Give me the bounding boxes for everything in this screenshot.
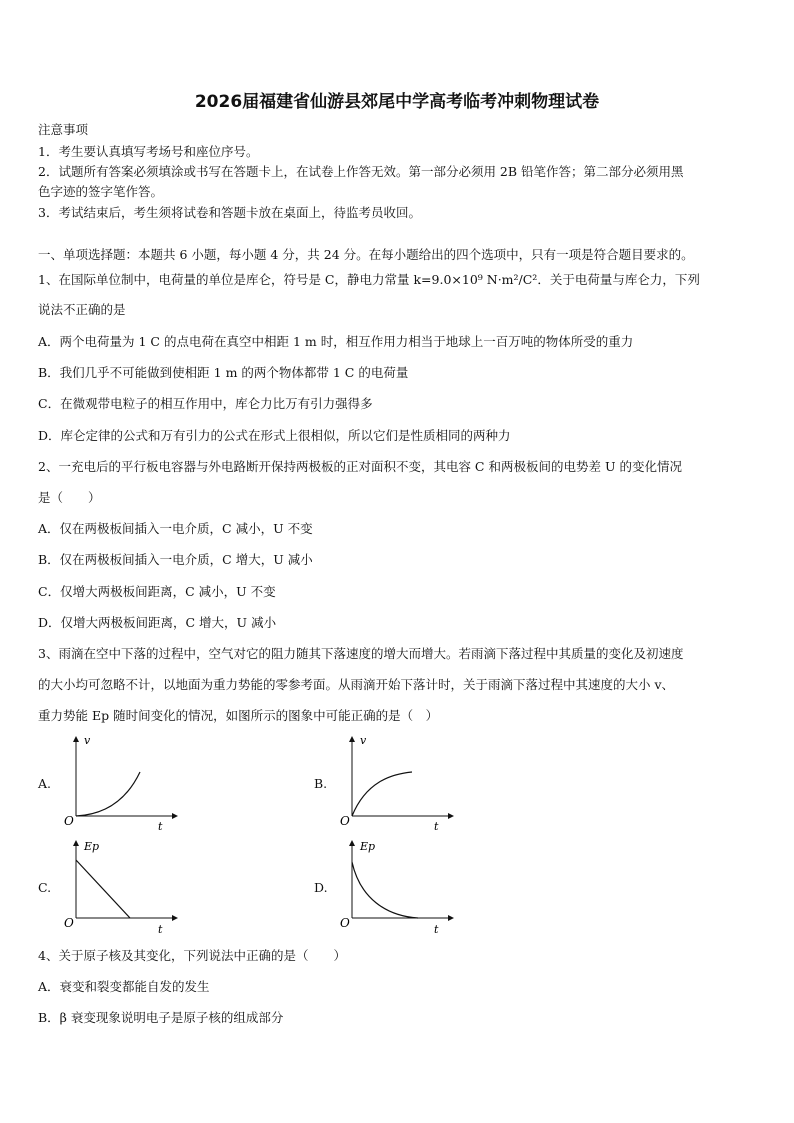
graph-d-xlabel: t bbox=[434, 923, 439, 936]
x-arrow-icon bbox=[448, 813, 454, 819]
graph-b-origin: O bbox=[340, 814, 350, 828]
y-arrow-icon bbox=[349, 736, 355, 742]
graph-c-label: C. bbox=[38, 880, 52, 895]
notice-item-3: 3．考试结束后，考生须将试卷和答题卡放在桌面上，待监考员收回。 bbox=[38, 205, 421, 220]
line-c bbox=[76, 860, 130, 918]
graph-d-ylabel: Ep bbox=[360, 840, 376, 853]
q1-option-a: A．两个电荷量为 1 C 的点电荷在真空中相距 1 m 时，相互作用力相当于地球上一百万吨的物体所受的重力 bbox=[38, 334, 634, 349]
section-heading: 一、单项选择题：本题共 6 小题，每小题 4 分，共 24 分。在每小题给出的四个选项中，只有一项是符合题目要求的。 bbox=[38, 247, 694, 262]
q4-option-a: A．衰变和裂变都能自发的发生 bbox=[38, 979, 210, 994]
graph-a-xlabel: t bbox=[158, 820, 163, 832]
exam-title: 2026届福建省仙游县郊尾中学高考临考冲刺物理试卷 bbox=[194, 92, 600, 112]
q2-option-d: D．仅增大两极板间距离，C 增大，U 减小 bbox=[38, 615, 277, 630]
graph-b-xlabel: t bbox=[434, 820, 439, 832]
q3-stem-line3: 重力势能 Ep 随时间变化的情况，如图所示的图象中可能正确的是（ ） bbox=[38, 708, 439, 723]
graph-a-origin: O bbox=[64, 814, 74, 828]
q1-option-c: C．在微观带电粒子的相互作用中，库仑力比万有引力强得多 bbox=[38, 396, 373, 411]
notice-item-2: 2．试题所有答案必须填涂或书写在答题卡上，在试卷上作答无效。第一部分必须用 2B 铅笔作答；第二部分必须用黑 bbox=[38, 164, 684, 179]
y-arrow-icon bbox=[349, 840, 355, 846]
graph-c-origin: O bbox=[64, 916, 74, 930]
curve-b bbox=[352, 772, 412, 816]
q4-option-b: B．β 衰变现象说明电子是原子核的组成部分 bbox=[38, 1010, 284, 1025]
q2-stem-line2: 是（ ） bbox=[38, 490, 101, 505]
x-arrow-icon bbox=[172, 915, 178, 921]
curve-d bbox=[352, 862, 418, 918]
q1-stem-line2: 说法不正确的是 bbox=[38, 302, 126, 317]
graph-d-label: D. bbox=[314, 880, 328, 895]
graph-a-label: A. bbox=[38, 776, 52, 791]
graph-a bbox=[60, 732, 180, 832]
q1-option-d: D．库仑定律的公式和万有引力的公式在形式上很相似，所以它们是性质相同的两种力 bbox=[38, 428, 511, 443]
notice-item-1: 1．考生要认真填写考场号和座位序号。 bbox=[38, 144, 259, 159]
q2-option-c: C．仅增大两极板间距离，C 减小，U 不变 bbox=[38, 584, 276, 599]
graph-d-origin: O bbox=[340, 916, 350, 930]
q1-option-b: B．我们几乎不可能做到使相距 1 m 的两个物体都带 1 C 的电荷量 bbox=[38, 365, 409, 380]
q2-option-b: B．仅在两极板间插入一电介质，C 增大，U 减小 bbox=[38, 552, 313, 567]
q2-option-a: A．仅在两极板间插入一电介质，C 减小，U 不变 bbox=[38, 521, 313, 536]
q2-stem-line1: 2、一充电后的平行板电容器与外电路断开保持两极板的正对面积不变，其电容 C 和两极板间的电势差 U 的变化情况 bbox=[38, 459, 682, 474]
y-arrow-icon bbox=[73, 736, 79, 742]
x-arrow-icon bbox=[172, 813, 178, 819]
graph-b-ylabel: v bbox=[360, 734, 367, 747]
notice-item-2-cont: 色字迹的签字笔作答。 bbox=[38, 184, 164, 199]
q3-stem-line2: 的大小均可忽略不计，以地面为重力势能的零参考面。从雨滴开始下落计时，关于雨滴下落过程中其速度的大小 v、 bbox=[38, 677, 675, 692]
graph-a-ylabel: v bbox=[84, 734, 91, 747]
x-arrow-icon bbox=[448, 915, 454, 921]
graph-b-label: B. bbox=[314, 776, 328, 791]
graph-c-ylabel: Ep bbox=[84, 840, 100, 853]
curve-a bbox=[76, 772, 140, 816]
notice-heading: 注意事项 bbox=[38, 122, 89, 137]
graph-c bbox=[60, 836, 180, 936]
q4-stem: 4、关于原子核及其变化，下列说法中正确的是（ ） bbox=[38, 948, 346, 963]
q3-stem-line1: 3、雨滴在空中下落的过程中，空气对它的阻力随其下落速度的增大而增大。若雨滴下落过程中其质量的变化及初速度 bbox=[38, 646, 684, 661]
graph-c-xlabel: t bbox=[158, 923, 163, 936]
y-arrow-icon bbox=[73, 840, 79, 846]
q1-stem-line1: 1、在国际单位制中，电荷量的单位是库仑，符号是 C，静电力常量 k=9.0×10⁹ N·m²/C²．关于电荷量与库仑力，下列 bbox=[38, 272, 700, 287]
graph-b bbox=[336, 732, 456, 832]
graph-d bbox=[336, 836, 456, 936]
